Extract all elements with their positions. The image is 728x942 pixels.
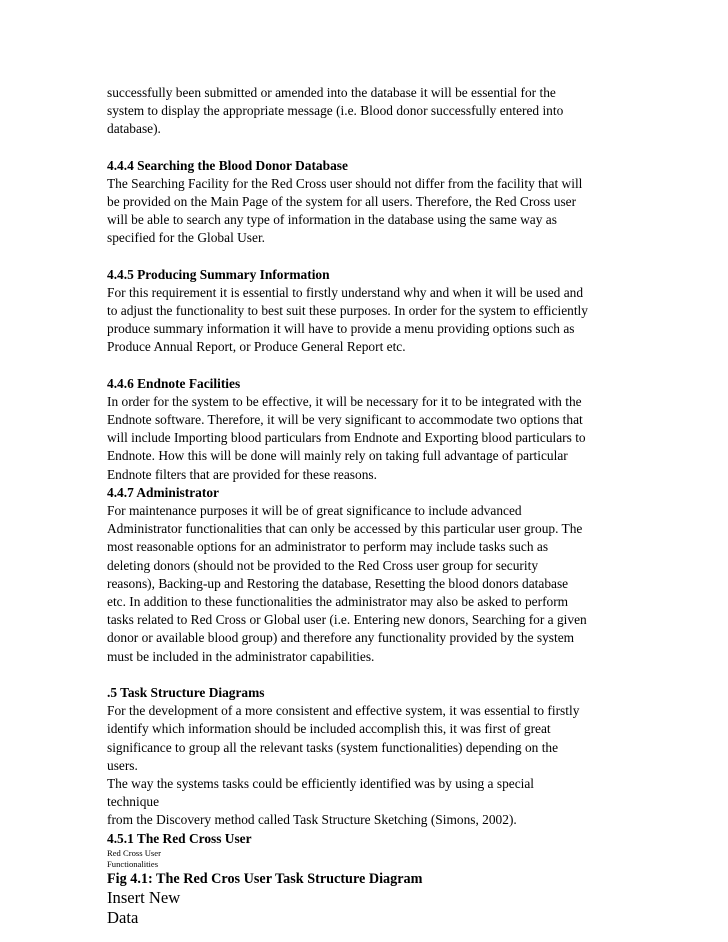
section-4-4-6-body: In order for the system to be effective, it will be necessary for it to be integrated with the Endnote software. Therefore, it will be very significant to accommodate two options that will include Importing blood particulars from Endnote and Exporting blood particulars to Endnote. How this will be done will mainly rely on taking full advantage of particular Endnote filters that are provided for these reasons. [107, 393, 586, 482]
section-4-4-4-body: The Searching Facility for the Red Cross user should not differ from the facility that will be provided on the Main Page of the system for all users. Therefore, the Red Cross user will be able to search any type of information in the database using the same way as specified for the Global User. [107, 175, 583, 246]
diagram-box-insert-new-data: Insert New Data [107, 887, 181, 927]
diagram-label-functionalities: Functionalities [107, 858, 159, 869]
section-4-4-5-heading: 4.4.5 Producing Summary Information [107, 266, 330, 282]
section-4-5-body: For the development of a more consistent and effective system, it was essential to firstly identify which information should be included accomplish this, it was first of great significance to group all the relevant tasks (system functionalities) depending on the users. The way the systems tasks could be efficiently identified was by using a special technique from the Discovery method called Task Structure Sketching (Simons, 2002). [107, 703, 580, 828]
document-page [107, 84, 627, 928]
section-4-4-4-heading: 4.4.4 Searching the Blood Donor Database [107, 157, 348, 173]
section-4-5-heading: .5 Task Structure Diagrams [107, 684, 265, 700]
section-4-5-1-heading: 4.5.1 The Red Cross User [107, 830, 252, 846]
section-4-4-7-heading: 4.4.7 Administrator [107, 484, 219, 500]
intro-paragraph: successfully been submitted or amended into the database it will be essential for the system to display the appropriate message (i.e. Blood donor successfully entered into database). [107, 85, 564, 137]
section-4-4-6-heading: 4.4.6 Endnote Facilities [107, 375, 241, 391]
section-4-4-7-body: For maintenance purposes it will be of great significance to include advanced Administrator functionalities that can only be accessed by this particular user group. The most reasonable options for an administrator to perform may include tasks such as deleting donors (should not be provided to the Red Cross user group for security reasons), Backing-up and Restoring the database, Resetting the blood donors database etc. In addition to these functionalities the administrator may also be asked to perform tasks related to Red Cross or Global user (i.e. Entering new donors, Searching for a given donor or available blood group) and therefore any functionality provided by the system must be included in the administrator capabilities. [107, 503, 587, 664]
figure-caption: Fig 4.1: The Red Cros User Task Structure Diagram [107, 870, 423, 887]
section-4-4-5-body: For this requirement it is essential to firstly understand why and when it will be used and to adjust the functionality to best suit these purposes. In order for the system to efficiently produce summary information it will have to provide a menu providing options such as Produce Annual Report, or Produce General Report etc. [107, 284, 588, 355]
diagram-label-red-cross-user: Red Cross User [107, 847, 161, 858]
